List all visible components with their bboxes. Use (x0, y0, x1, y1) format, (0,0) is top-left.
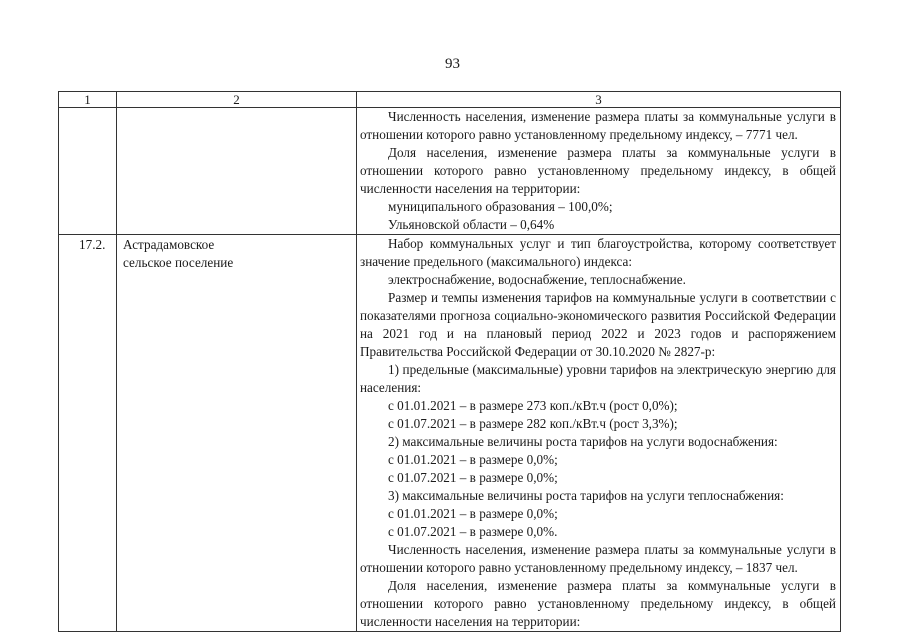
row2-content-cell (357, 235, 841, 632)
paragraph: 2) максимальные величины роста тарифов на услуги водоснабжения: (388, 434, 778, 449)
settlement-name-line2: сельское поселение (123, 255, 234, 270)
paragraph: с 01.01.2021 – в размере 273 коп./кВт.ч (рост 0,0%); (388, 398, 678, 413)
paragraph: Численность населения, изменение размера платы за коммунальные услуги в отношении которого равно установленному предельному индексу, – 1837 чел. (360, 542, 836, 575)
column-header-2: 2 (117, 92, 357, 108)
row1-content-cell (357, 108, 841, 235)
table-row (59, 108, 841, 235)
column-header-1: 1 (59, 92, 117, 108)
row2-number-cell: 17.2. (59, 235, 117, 632)
paragraph: муниципального образования – 100,0%; (388, 199, 613, 214)
paragraph: с 01.07.2021 – в размере 0,0%. (388, 524, 558, 539)
paragraph: Ульяновской области – 0,64% (388, 217, 555, 232)
settlement-name-line1: Астрадамовское (123, 237, 215, 252)
paragraph: Доля населения, изменение размера платы за коммунальные услуги в отношении которого равно установленному предельному индексу, в общей численности населения на территории: (360, 578, 836, 629)
page-number: 93 (445, 56, 460, 72)
paragraph: Набор коммунальных услуг и тип благоустройства, которому соответствует значение предельного (максимального) индекса: (360, 236, 836, 269)
paragraph: 3) максимальные величины роста тарифов на услуги теплоснабжения: (388, 488, 784, 503)
row2-name-cell (117, 235, 357, 632)
paragraph: с 01.01.2021 – в размере 0,0%; (388, 506, 558, 521)
paragraph: Доля населения, изменение размера платы за коммунальные услуги в отношении которого равно установленному предельному индексу, в общей численности населения на территории: (360, 145, 836, 196)
paragraph: Численность населения, изменение размера платы за коммунальные услуги в отношении которого равно установленному предельному индексу, – 7771 чел. (360, 109, 836, 142)
row1-number-cell (59, 108, 117, 235)
paragraph: с 01.01.2021 – в размере 0,0%; (388, 452, 558, 467)
column-header-3: 3 (357, 92, 841, 108)
paragraph: электроснабжение, водоснабжение, теплоснабжение. (388, 272, 686, 287)
row1-name-cell (117, 108, 357, 235)
paragraph: с 01.07.2021 – в размере 0,0%; (388, 470, 558, 485)
table-header-row (59, 92, 841, 108)
paragraph: Размер и темпы изменения тарифов на коммунальные услуги в соответствии с показателями прогноза социально-экономического развития Российской Федерации на 2021 год и на плановый период 2022 и 2023 годов и распоряжением Правительства Российской Федерации от 30.10.2020 № 2827-р: (360, 290, 836, 359)
paragraph: с 01.07.2021 – в размере 282 коп./кВт.ч (рост 3,3%); (388, 416, 678, 431)
document-table (58, 91, 841, 632)
table-row (59, 235, 841, 632)
paragraph: 1) предельные (максимальные) уровни тарифов на электрическую энергию для населения: (360, 362, 836, 395)
